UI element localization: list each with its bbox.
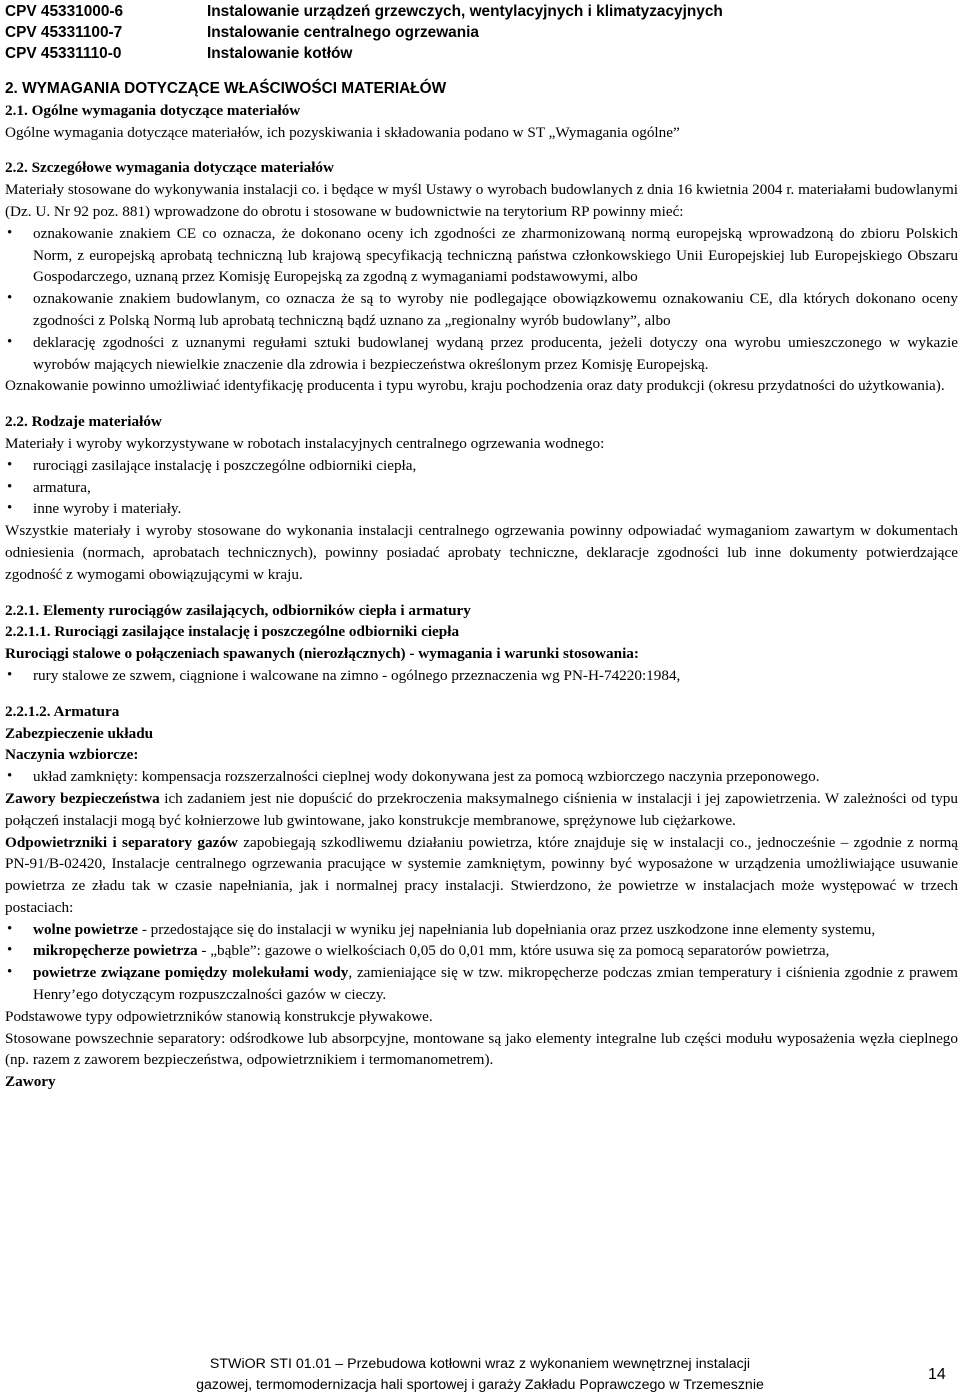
cpv-code: CPV 45331000-6 xyxy=(5,3,124,20)
term-description: - „bąble”: gazowe o wielkościach 0,05 do 0,01 mm, które usuwa się za pomocą separatorów powietrza, xyxy=(197,942,830,960)
paragraph: Wszystkie materiały i wyroby stosowane do wykonania instalacji centralnego ogrzewania powinny odpowiadać wymaganiom zawartym w dokumentach odniesienia (normach, aprobatach technicznych), powinny posiadać aprobaty techniczne, deklaracje zgodności lub inne dokumenty potwierdzające zgodność z wymogami obowiązującymi w kraju. xyxy=(5,522,958,583)
term: Zawory bezpieczeństwa xyxy=(5,789,160,807)
list-item xyxy=(5,940,958,962)
cpv-code: CPV 45331100-7 xyxy=(5,24,123,41)
subheading: Zabezpieczenie układu xyxy=(5,724,154,742)
cpv-row xyxy=(5,1,958,22)
bullet-list xyxy=(5,766,958,788)
bullet-list xyxy=(5,455,958,520)
term: wolne powietrze xyxy=(33,920,139,938)
term: Odpowietrzniki i separatory gazów xyxy=(5,833,238,851)
list-item: • oznakowanie znakiem CE co oznacza, że dokonano oceny ich zgodności ze zharmonizowaną normą europejską wprowadzoną do zbioru Polskich Norm, z europejską aprobatą techniczną lub krajową specyfikacją techniczną państwa członkowskiego Unii Europejskiej lub Europejskiego Obszaru Gospodarczego, uznaną przez Komisję Europejską za zgodną z wymaganiami podstawowymi, albo xyxy=(5,223,958,288)
subsection-heading: 2.2.1.1. Rurociągi zasilające instalację i poszczególne odbiorniki ciepła xyxy=(5,623,460,641)
bullet-list xyxy=(5,665,958,687)
spacer xyxy=(5,586,958,600)
subheading: Zawory xyxy=(5,1073,56,1091)
term-description: - przedostające się do instalacji w wyniku jej napełniania lub dopełniania oraz przez uszkodzone inne elementy systemu, xyxy=(138,920,876,938)
subsection-heading: 2.2. Szczegółowe wymagania dotyczące materiałów xyxy=(5,159,334,177)
section-heading: 2. WYMAGANIA DOTYCZĄCE WŁAŚCIWOŚCI MATERIAŁÓW xyxy=(5,80,447,97)
cpv-description: Instalowanie centralnego ogrzewania xyxy=(207,24,479,41)
subsection-heading: 2.2. Rodzaje materiałów xyxy=(5,413,162,431)
list-item: • armatura, xyxy=(5,477,958,499)
subheading: Naczynia wzbiorcze: xyxy=(5,746,139,764)
cpv-header xyxy=(5,0,958,64)
footer-line: STWiOR STI 01.01 – Przebudowa kotłowni wraz z wykonaniem wewnętrznej instalacji xyxy=(209,1356,751,1372)
cpv-description: Instalowanie kotłów xyxy=(207,45,353,62)
term-description: zapobiegają szkodliwemu działaniu powietrza, które znajduje się w instalacji co., jednocześnie – zgodnie z normą PN-91/B-02420, Instalacje centralnego ogrzewania pracujące w systemie zamkniętym, powinny być wyposażone w urządzenia umożliwiające usuwanie powietrza ze zładu tak w czasie napełniania, jak i normalnej pracy instalacji. Stwierdzono, że powietrze w instalacjach może występować w trzech postaciach: xyxy=(5,833,958,916)
list-item: • inne wyroby i materiały. xyxy=(5,498,958,520)
paragraph: Materiały stosowane do wykonywania instalacji co. i będące w myśl Ustawy o wyrobach budowlanych z dnia 16 kwietnia 2004 r. materiałami budowlanymi (Dz. U. Nr 92 poz. 881) wprowadzone do obrotu i stosowane w budownictwie na terytorium RP powinny mieć: xyxy=(5,181,958,220)
spacer xyxy=(5,397,958,411)
list-item: • deklarację zgodności z uznanymi regułami sztuki budowlanej wydaną przez producenta, jeżeli dotyczy ona wyrobu umieszczonego w wykazie wyrobów mających niewielkie znaczenie dla zdrowia i bezpieczeństwa określonym przez Komisję Europejską. xyxy=(5,332,958,376)
list-item: • rury stalowe ze szwem, ciągnione i walcowane na zimno - ogólnego przeznaczenia wg PN-H-74220:1984, xyxy=(5,665,958,687)
list-item: • układ zamknięty: kompensacja rozszerzalności cieplnej wody dokonywana jest za pomocą wzbiorczego naczynia przeponowego. xyxy=(5,766,958,788)
subsection-heading: 2.2.1.2. Armatura xyxy=(5,702,120,720)
page-number: 14 xyxy=(928,1366,946,1383)
bullet-list xyxy=(5,919,958,1006)
cpv-row xyxy=(5,22,958,43)
paragraph xyxy=(5,788,958,832)
paragraph: Stosowane powszechnie separatory: odśrodkowe lub absorpcyjne, montowane są jako elementy integralne lub części modułu wyposażenia węzła cieplnego (np. razem z zaworem bezpieczeństwa, odpowietrznikiem i termomanometrem). xyxy=(5,1029,958,1069)
paragraph: Materiały i wyroby wykorzystywane w robotach instalacyjnych centralnego ogrzewania wodnego: xyxy=(5,434,605,452)
cpv-code: CPV 45331110-0 xyxy=(5,45,122,62)
document-page xyxy=(5,0,958,1093)
paragraph xyxy=(5,832,958,919)
term: powietrze związane pomiędzy molekułami wody xyxy=(33,964,349,982)
spacer xyxy=(5,143,958,157)
subheading: Rurociągi stalowe o połączeniach spawanych (nierozłącznych) - wymagania i warunki stosowania: xyxy=(5,645,639,663)
paragraph: Ogólne wymagania dotyczące materiałów, ich pozyskiwania i składowania podano w ST „Wymagania ogólne” xyxy=(5,123,680,141)
term-description: ich zadaniem jest nie dopuścić do przekroczenia maksymalnego ciśnienia w instalacji i jej zapowietrzenia. W zależności od typu połączeń instalacji mogą być kołnierzowe lub gwintowane, jako konstrukcje membranowe, sprężynowe lub ciężarkowe. xyxy=(5,789,958,829)
spacer xyxy=(5,64,958,78)
cpv-row xyxy=(5,43,958,64)
term: mikropęcherze powietrza xyxy=(33,942,198,960)
subsection-heading: 2.2.1. Elementy rurociągów zasilających, odbiorników ciepła i armatury xyxy=(5,601,471,619)
cpv-description: Instalowanie urządzeń grzewczych, wentylacyjnych i klimatyzacyjnych xyxy=(207,3,723,20)
subsection-heading: 2.1. Ogólne wymagania dotyczące materiałów xyxy=(5,101,301,119)
paragraph: Podstawowe typy odpowietrzników stanowią konstrukcje pływakowe. xyxy=(5,1007,433,1025)
footer-line: gazowej, termomodernizacja hali sportowej i garaży Zakładu Poprawczego w Trzemesznie xyxy=(196,1377,764,1393)
term-description: , zamieniające się w tzw. mikropęcherze podczas zmian temperatury i ciśnienia zgodnie z prawem Henry’ego dotyczącym rozpuszczalności gazów w cieczy. xyxy=(33,964,958,1004)
list-item xyxy=(5,962,958,1006)
bullet-list xyxy=(5,223,958,376)
spacer xyxy=(5,687,958,701)
paragraph: Oznakowanie powinno umożliwiać identyfikację producenta i typu wyrobu, kraju pochodzenia oraz daty produkcji (okresu przydatności do użytkowania). xyxy=(5,377,945,395)
list-item: • oznakowanie znakiem budowlanym, co oznacza że są to wyroby nie podlegające obowiązkowemu oznakowaniu CE, dla których dokonano oceny zgodności z Polską Normą lub aprobatą techniczną bądź uznano za „regionalny wyrób budowlany”, albo xyxy=(5,288,958,332)
list-item xyxy=(5,919,958,941)
list-item: • rurociągi zasilające instalację i poszczególne odbiorniki ciepła, xyxy=(5,455,958,477)
